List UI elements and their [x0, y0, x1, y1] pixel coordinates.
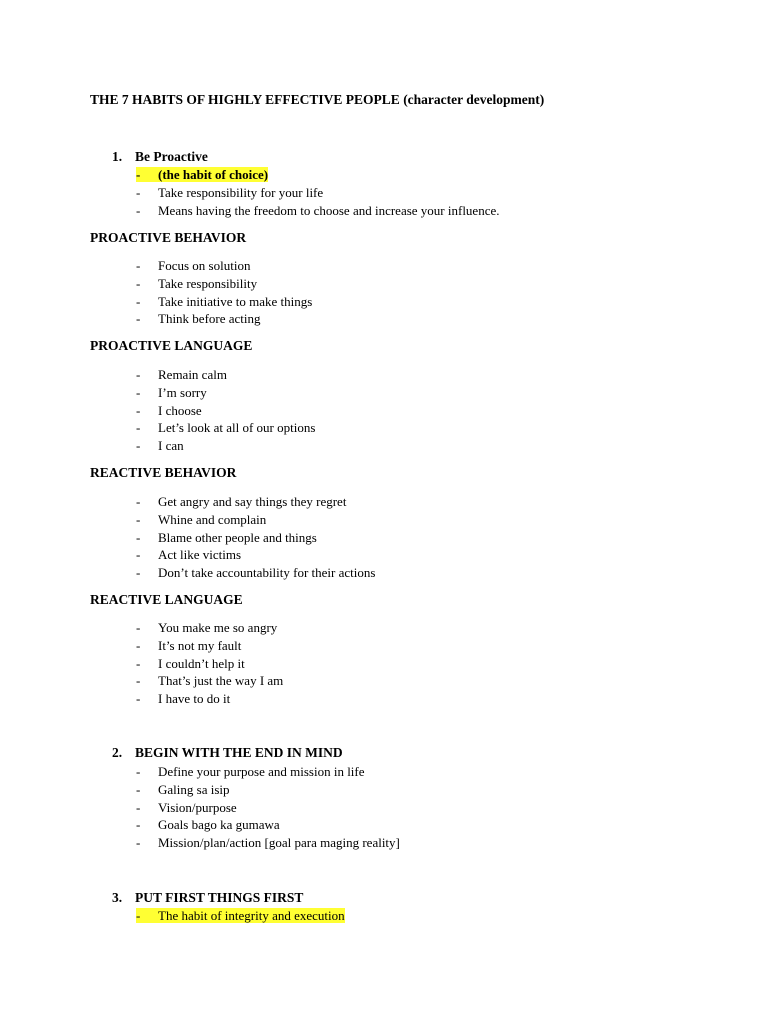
- habit-1-list: [136, 166, 500, 219]
- proactive-behavior-list: [136, 257, 312, 328]
- habit-3-heading: [112, 890, 303, 906]
- list-item-text: Blame other people and things: [158, 529, 317, 545]
- document-title: THE 7 HABITS OF HIGHLY EFFECTIVE PEOPLE (character development): [90, 92, 545, 107]
- list-item: [136, 257, 312, 275]
- list-item: [136, 672, 283, 690]
- habit-2-title: BEGIN WITH THE END IN MIND: [135, 745, 343, 760]
- bullet-dash: -: [136, 511, 141, 527]
- habit-1-heading: [112, 149, 208, 165]
- list-item: [136, 546, 375, 564]
- habit-3-list: [136, 907, 345, 925]
- list-item-text: It’s not my fault: [158, 637, 242, 653]
- list-item: [136, 293, 312, 311]
- list-item: [136, 834, 400, 852]
- list-item-text: Whine and complain: [158, 511, 267, 527]
- list-item: [136, 655, 283, 673]
- list-item-text: I’m sorry: [158, 384, 207, 400]
- list-item-text: Let’s look at all of our options: [158, 420, 316, 436]
- list-item-text: I couldn’t help it: [158, 655, 245, 671]
- list-item: [136, 816, 400, 834]
- list-item-text: Galing sa isip: [158, 781, 230, 797]
- reactive-language-heading: REACTIVE LANGUAGE: [90, 592, 243, 607]
- list-item: [136, 619, 283, 637]
- bullet-dash: -: [136, 494, 141, 509]
- bullet-dash: -: [136, 764, 141, 779]
- bullet-dash: -: [136, 799, 141, 815]
- bullet-dash: -: [136, 691, 141, 707]
- list-item-text: Get angry and say things they regret: [158, 494, 347, 509]
- bullet-dash: -: [136, 402, 141, 418]
- list-item: [136, 690, 283, 708]
- bullet-dash: -: [136, 529, 141, 545]
- list-item: [136, 493, 375, 511]
- proactive-language-list: [136, 366, 315, 455]
- list-item: [136, 637, 283, 655]
- list-item-text: Act like victims: [158, 547, 242, 563]
- habit-3-number: 3.: [112, 890, 123, 905]
- list-item: [136, 384, 315, 402]
- habit-2-heading: [112, 745, 343, 761]
- proactive-behavior-heading: PROACTIVE BEHAVIOR: [90, 230, 247, 245]
- list-item: [136, 202, 500, 220]
- list-item-text: Take responsibility: [158, 275, 258, 291]
- list-item-text: Take initiative to make things: [158, 293, 313, 309]
- reactive-behavior-heading: REACTIVE BEHAVIOR: [90, 465, 237, 480]
- list-item: [136, 419, 315, 437]
- list-item: [136, 366, 315, 384]
- bullet-dash: -: [136, 655, 141, 671]
- bullet-dash: -: [136, 565, 141, 581]
- list-item-text: Remain calm: [158, 367, 227, 382]
- list-item-text: Think before acting: [158, 311, 261, 327]
- bullet-dash: -: [136, 673, 141, 689]
- list-item: [136, 799, 400, 817]
- habit-1-title: Be Proactive: [135, 149, 208, 164]
- bullet-dash: -: [136, 167, 141, 182]
- list-item-text: Vision/purpose: [158, 799, 237, 815]
- bullet-dash: -: [136, 367, 141, 382]
- habit-2-list: [136, 763, 400, 852]
- bullet-dash: -: [136, 817, 141, 833]
- bullet-dash: -: [136, 438, 141, 454]
- bullet-dash: -: [136, 275, 141, 291]
- bullet-dash: -: [136, 781, 141, 797]
- reactive-language-list: [136, 619, 283, 708]
- bullet-dash: -: [136, 293, 141, 309]
- list-item-text: (the habit of choice): [158, 167, 269, 182]
- list-item-text: I can: [158, 438, 184, 454]
- list-item: [136, 310, 312, 328]
- list-item: [136, 402, 315, 420]
- list-item: [136, 907, 345, 925]
- bullet-dash: -: [136, 184, 141, 200]
- reactive-behavior-list: [136, 493, 375, 582]
- list-item: [136, 511, 375, 529]
- habit-3-title: PUT FIRST THINGS FIRST: [135, 890, 304, 905]
- bullet-dash: -: [136, 311, 141, 327]
- list-item: [136, 781, 400, 799]
- habit-1-number: 1.: [112, 149, 123, 164]
- list-item: [136, 166, 500, 184]
- bullet-dash: -: [136, 202, 141, 218]
- list-item-text: Goals bago ka gumawa: [158, 817, 280, 833]
- bullet-dash: -: [136, 620, 141, 635]
- list-item-highlighted: [136, 908, 345, 923]
- list-item: [136, 564, 375, 582]
- list-item-text: You make me so angry: [158, 620, 278, 635]
- bullet-dash: -: [136, 547, 141, 563]
- list-item-text: Don’t take accountability for their actions: [158, 565, 376, 581]
- list-item: [136, 184, 500, 202]
- bullet-dash: -: [136, 258, 141, 273]
- bullet-dash: -: [136, 637, 141, 653]
- list-item-text: Define your purpose and mission in life: [158, 764, 365, 779]
- habit-2-number: 2.: [112, 745, 123, 760]
- list-item-text: Mission/plan/action [goal para maging reality]: [158, 835, 400, 851]
- list-item-text: I choose: [158, 402, 202, 418]
- list-item: [136, 763, 400, 781]
- bullet-dash: -: [136, 835, 141, 851]
- list-item-highlighted: [136, 167, 268, 182]
- list-item-text: Take responsibility for your life: [158, 184, 324, 200]
- list-item: [136, 275, 312, 293]
- list-item-text: The habit of integrity and execution: [158, 908, 345, 923]
- bullet-dash: -: [136, 420, 141, 436]
- list-item: [136, 437, 315, 455]
- list-item-text: Means having the freedom to choose and increase your influence.: [158, 202, 500, 218]
- list-item-text: That’s just the way I am: [158, 673, 284, 689]
- bullet-dash: -: [136, 384, 141, 400]
- list-item-text: I have to do it: [158, 691, 231, 707]
- list-item-text: Focus on solution: [158, 258, 251, 273]
- bullet-dash: -: [136, 908, 141, 923]
- list-item: [136, 529, 375, 547]
- proactive-language-heading: PROACTIVE LANGUAGE: [90, 338, 253, 353]
